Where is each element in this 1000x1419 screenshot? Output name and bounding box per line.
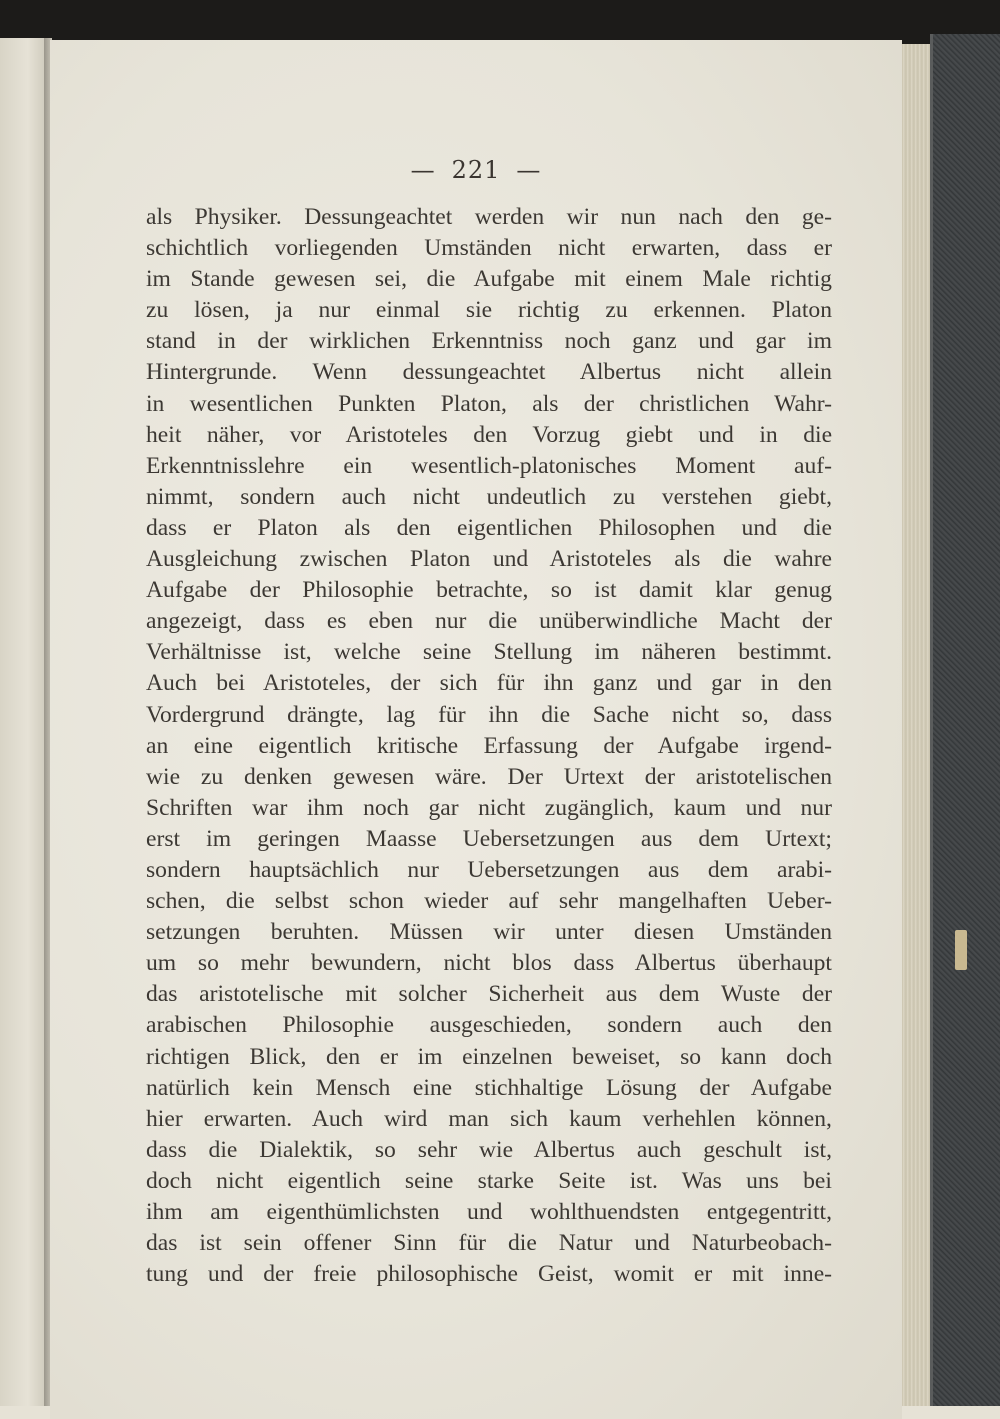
text-line: Schriften war ihm noch gar nicht zugänglich, kaum und nur <box>146 794 832 821</box>
left-page-edge <box>0 38 46 1419</box>
text-line: tung und der freie philosophische Geist, womit er mit inne- <box>146 1261 833 1288</box>
text-line: Aufgabe der Philosophie betrachte, so ist damit klar genug <box>146 577 832 604</box>
text-line: zu lösen, ja nur einmal sie richtig zu erkennen. Platon <box>146 297 833 324</box>
text-line: an eine eigentlich kritische Erfassung der Aufgabe irgend- <box>146 732 833 759</box>
page-number: 221 <box>451 156 501 184</box>
text-line: angezeigt, dass es eben nur die unüberwindliche Macht der <box>146 608 833 635</box>
text-line: natürlich kein Mensch eine stichhaltige Lösung der Aufgabe <box>146 1074 832 1101</box>
text-line: ihm am eigenthümlichsten und wohlthuendsten entgegentritt, <box>146 1199 832 1225</box>
text-line: setzungen beruhten. Müssen wir unter diesen Umständen <box>146 919 833 946</box>
body-text <box>146 202 832 1290</box>
text-line: richtigen Blick, den er im einzelnen beweiset, so kann doch <box>146 1043 833 1070</box>
text-line: Ausgleichung zwischen Platon und Aristoteles als die wahre <box>146 546 833 573</box>
text-line: erst im geringen Maasse Uebersetzungen aus dem Urtext; <box>146 825 832 852</box>
text-line: doch nicht eigentlich seine starke Seite ist. Was uns bei <box>146 1167 832 1194</box>
book-page <box>50 40 902 1419</box>
text-line: hier erwarten. Auch wird man sich kaum verhehlen können, <box>146 1105 832 1132</box>
text-line: Hintergrunde. Wenn dessungeachtet Albertus nicht allein <box>146 359 832 386</box>
cover-clasp <box>955 930 967 970</box>
text-line: dass er Platon als den eigentlichen Philosophen und die <box>146 514 833 541</box>
text-line: das ist sein offener Sinn für die Natur und Naturbeobach- <box>146 1230 832 1257</box>
text-line: Erkenntnisslehre ein wesentlich-platonisches Moment auf- <box>146 452 833 479</box>
book-cover <box>930 34 1000 1406</box>
text-line: Verhältnisse ist, welche seine Stellung im näheren bestimmt. <box>146 639 832 666</box>
text-line: als Physiker. Dessungeachtet werden wir nun nach den ge- <box>146 204 832 230</box>
text-line: wie zu denken gewesen wäre. Der Urtext der aristotelischen <box>146 763 833 790</box>
header-dash-left: — <box>410 156 436 184</box>
page-stack-edges <box>900 44 932 1406</box>
text-line: dass die Dialektik, so sehr wie Albertus auch geschult ist, <box>146 1136 832 1163</box>
text-line: das aristotelische mit solcher Sicherheit aus dem Wuste der <box>146 981 833 1008</box>
page-header <box>50 156 902 184</box>
text-line: schen, die selbst schon wieder auf sehr mangelhaften Ueber- <box>146 888 833 915</box>
text-line: Vordergrund drängte, lag für ihn die Sache nicht so, dass <box>146 701 833 728</box>
text-line: in wesentlichen Punkten Platon, als der christlichen Wahr- <box>146 390 833 417</box>
text-line: um so mehr bewundern, nicht blos dass Albertus überhaupt <box>146 950 832 977</box>
text-line: stand in der wirklichen Erkenntniss noch ganz und gar im <box>146 328 832 355</box>
text-line: schichtlich vorliegenden Umständen nicht erwarten, dass er <box>146 235 832 262</box>
text-line: arabischen Philosophie ausgeschieden, sondern auch den <box>146 1012 833 1039</box>
text-line: im Stande gewesen sei, die Aufgabe mit einem Male richtig <box>146 266 832 293</box>
text-line: sondern hauptsächlich nur Uebersetzungen aus dem arabi- <box>146 856 832 883</box>
text-line: nimmt, sondern auch nicht undeutlich zu verstehen giebt, <box>146 483 833 510</box>
text-line: Auch bei Aristoteles, der sich für ihn ganz und gar in den <box>146 670 832 697</box>
text-line: heit näher, vor Aristoteles den Vorzug giebt und in die <box>146 421 833 448</box>
header-dash-right: — <box>516 156 542 184</box>
